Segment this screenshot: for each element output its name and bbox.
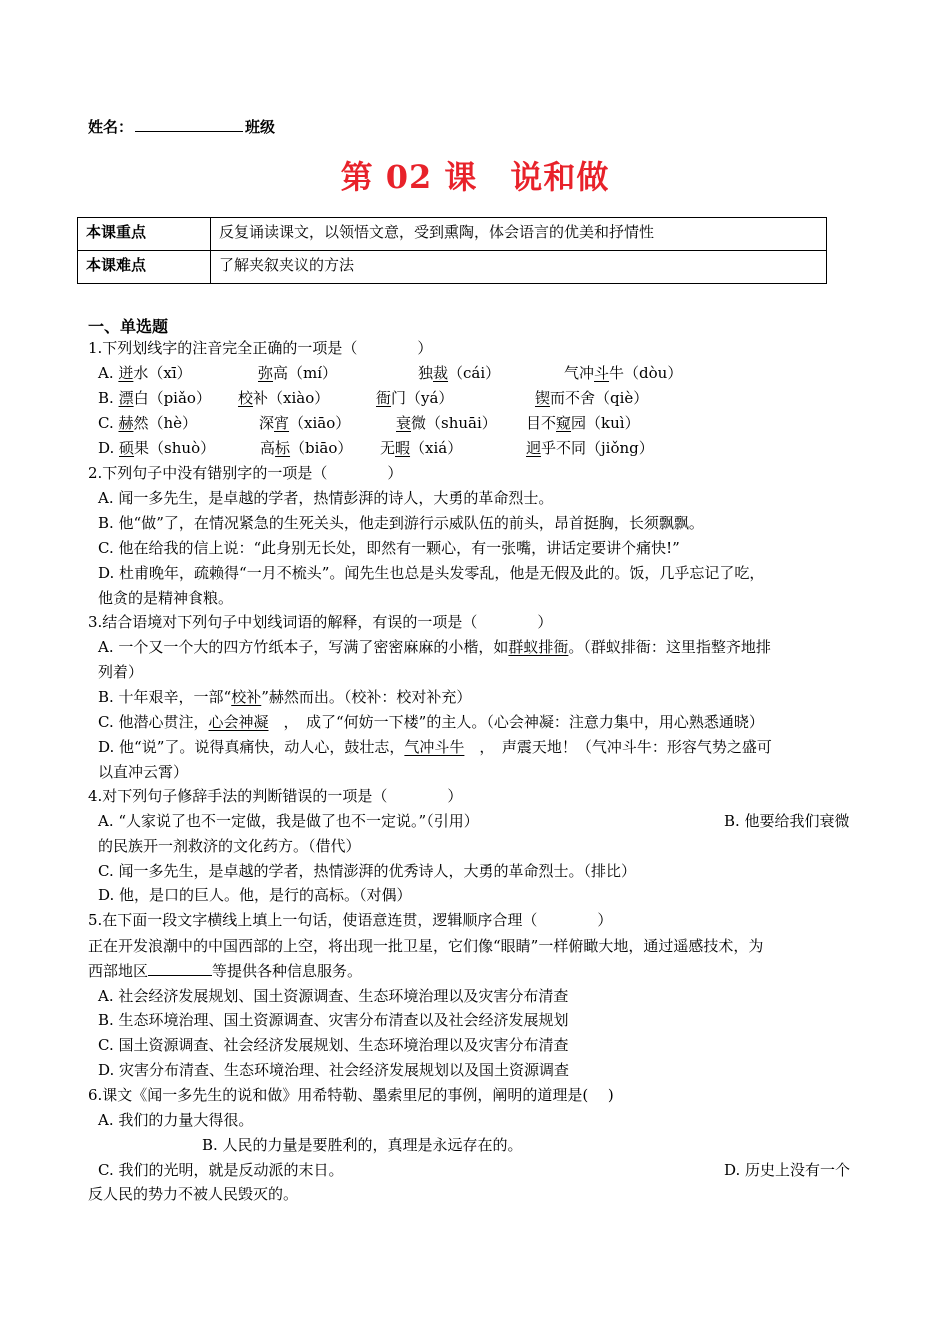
question-4-option-b-cont: 的民族开一剂救济的文化药方。（借代） xyxy=(98,837,361,855)
underlined-char: 衙 xyxy=(376,389,392,407)
question-5-passage-line1: 正在开发浪潮中的中国西部的上空，将出现一批卫星，它们像“眼睛”一样俯瞰大地，通过遥感技术，为 xyxy=(88,937,764,955)
option-text: 高 xyxy=(260,439,276,457)
fill-blank[interactable] xyxy=(148,961,212,976)
option-text: ， 声震天地！（气冲斗牛：形容气势之盛可 xyxy=(464,738,772,756)
option-text: 然（hè） xyxy=(133,414,198,432)
table-row xyxy=(78,218,827,251)
question-5-option-b[interactable]: B. 生态环境治理、国土资源调查、灾害分布清查以及社会经济发展规划 xyxy=(98,1011,569,1029)
underlined-char: 衰 xyxy=(396,414,412,432)
question-1-option-d[interactable] xyxy=(98,438,858,458)
option-text: 独 xyxy=(418,364,434,382)
question-2-option-d-cont: 他贪的是精神食粮。 xyxy=(98,589,234,607)
option-text: 高（mí） xyxy=(273,364,338,382)
option-text: A. 一个又一个大的四方竹纸本子，写满了密密麻麻的小楷，如 xyxy=(98,638,509,656)
option-text: D. 他“说”了。说得真痛快，动人心，鼓壮志， xyxy=(98,738,405,756)
option-text: （xiāo） xyxy=(289,414,351,432)
question-6-option-d[interactable]: D. 历史上没有一个 xyxy=(724,1161,851,1179)
option-text: 门（yá） xyxy=(391,389,454,407)
underlined-char: 裁 xyxy=(433,364,449,382)
passage-text: 西部地区 xyxy=(88,962,149,980)
option-text: （biāo） xyxy=(290,439,353,457)
question-4-option-a[interactable]: A. “人家说了也不一定做，我是做了也不一定说。”（引用） xyxy=(98,812,479,830)
option-text: 而不舍（qiè） xyxy=(550,389,649,407)
option-text: ”赫然而出。（校补：校对补充） xyxy=(261,688,472,706)
question-1-option-a[interactable] xyxy=(98,363,858,383)
question-5-stem: 5.在下面一段文字横线上填上一句话，使语意连贯，逻辑顺序合理（ ） xyxy=(88,911,613,929)
question-2-stem: 2.下列句子中没有错别字的一项是（ ） xyxy=(88,464,403,482)
name-class-line xyxy=(88,116,275,137)
question-3-option-d-cont: 以直冲云霄） xyxy=(98,763,189,781)
underlined-char: 锲 xyxy=(535,389,551,407)
underlined-char: 窥 xyxy=(556,414,572,432)
question-5-option-c[interactable]: C. 国土资源调查、社会经济发展规划、生态环境治理以及灾害分布清查 xyxy=(98,1036,569,1054)
question-3-option-b[interactable] xyxy=(98,687,471,707)
lesson-info-table xyxy=(77,217,827,284)
underlined-char: 漂 xyxy=(118,389,134,407)
table-value: 了解夹叙夹议的方法 xyxy=(211,251,827,284)
option-text: 微（shuāi） xyxy=(411,414,497,432)
option-text: ， 成了“何妨一下楼”的主人。（心会神凝：注意力集中，用心熟悉通晓） xyxy=(268,713,764,731)
option-text: 乎不同（jiǒng） xyxy=(541,439,654,457)
question-2-option-c[interactable]: C. 他在给我的信上说：“此身别无长处，即然有一颗心，有一张嘴，讲话定要讲个痛快!” xyxy=(98,539,680,557)
option-text: 果（shuò） xyxy=(134,439,216,457)
question-5-passage-line2 xyxy=(88,961,362,981)
option-text: 气冲 xyxy=(564,364,595,382)
table-key: 本课难点 xyxy=(78,251,211,284)
underlined-char: 弥 xyxy=(258,364,274,382)
option-letter: C. xyxy=(98,414,119,432)
question-4-stem: 4.对下列句子修辞手法的判断错误的一项是（ ） xyxy=(88,787,463,805)
question-1-option-c[interactable] xyxy=(98,413,858,433)
option-letter: D. xyxy=(98,439,120,457)
question-3-option-a[interactable] xyxy=(98,637,771,657)
table-key: 本课重点 xyxy=(78,218,211,251)
option-text: 目不 xyxy=(526,414,557,432)
option-text: 无 xyxy=(380,439,396,457)
underlined-char: 硕 xyxy=(119,439,135,457)
option-text: （xiá） xyxy=(410,439,463,457)
question-5-option-a[interactable]: A. 社会经济发展规划、国土资源调查、生态环境治理以及灾害分布清查 xyxy=(98,987,569,1005)
option-text: 牛（dòu） xyxy=(609,364,683,382)
underlined-char: 宵 xyxy=(274,414,290,432)
table-value: 反复诵读课文，以领悟文意，受到熏陶，体会语言的优美和抒情性 xyxy=(211,218,827,251)
question-6-option-d-cont: 反人民的势力不被人民毁灭的。 xyxy=(88,1185,299,1203)
question-6-option-a[interactable]: A. 我们的力量大得很。 xyxy=(98,1111,254,1129)
question-6-stem: 6.课文《闻一多先生的说和做》用希特勒、墨索里尼的事例，阐明的道理是( ) xyxy=(88,1086,614,1104)
question-6-option-b[interactable]: B. 人民的力量是要胜利的，真理是永远存在的。 xyxy=(202,1136,523,1154)
underlined-char: 迸 xyxy=(118,364,134,382)
underlined-char: 校 xyxy=(238,389,254,407)
option-text: B. 十年艰辛，一部“ xyxy=(98,688,232,706)
section-title: 一、单选题 xyxy=(88,317,169,336)
name-label: 姓名： xyxy=(88,118,134,136)
option-text: C. 他潜心贯注， xyxy=(98,713,209,731)
underlined-char: 斗 xyxy=(594,364,610,382)
question-4-option-c[interactable]: C. 闻一多先生，是卓越的学者，热情澎湃的优秀诗人，大勇的革命烈士。（排比） xyxy=(98,862,636,880)
question-6-option-c[interactable]: C. 我们的光明，就是反动派的末日。 xyxy=(98,1161,344,1179)
table-row xyxy=(78,251,827,284)
underlined-word: 心会神凝 xyxy=(208,713,269,731)
question-2-option-a[interactable]: A. 闻一多先生，是卓越的学者，热情彭湃的诗人，大勇的革命烈士。 xyxy=(98,489,554,507)
option-letter: A. xyxy=(98,364,119,382)
question-3-stem: 3.结合语境对下列句子中划线词语的解释，有误的一项是（ ） xyxy=(88,613,553,631)
name-blank[interactable] xyxy=(135,117,243,132)
question-2-option-b[interactable]: B. 他“做”了，在情况紧急的生死关头，他走到游行示威队伍的前头，昂首挺胸，长须飘飘。 xyxy=(98,514,704,532)
underlined-word: 群蚁排衙 xyxy=(508,638,569,656)
class-label: 班级 xyxy=(245,118,276,136)
option-text: 白（piǎo） xyxy=(133,389,211,407)
option-text: 。（群蚁排衙：这里指整齐地排 xyxy=(568,638,771,656)
question-3-option-d[interactable] xyxy=(98,737,772,757)
question-1-stem: 1.下列划线字的注音完全正确的一项是（ ） xyxy=(88,339,433,357)
question-4-option-b[interactable]: B. 他要给我们衰微 xyxy=(724,812,850,830)
page-title: 第 02 课 说和做 xyxy=(340,158,610,196)
question-2-option-d[interactable]: D. 杜甫晚年，疏赖得“一月不梳头”。闻先生也总是头发零乱，他是无假及此的。饭，几乎忘记了吃， xyxy=(98,564,765,582)
option-text: 深 xyxy=(259,414,275,432)
underlined-char: 标 xyxy=(275,439,291,457)
option-text: 水（xī） xyxy=(133,364,192,382)
question-3-option-a-cont: 列着） xyxy=(98,663,144,681)
option-text: （cái） xyxy=(448,364,501,382)
question-1-option-b[interactable] xyxy=(98,388,858,408)
underlined-word: 气冲斗牛 xyxy=(404,738,465,756)
passage-text: 等提供各种信息服务。 xyxy=(212,962,363,980)
underlined-char: 赫 xyxy=(118,414,134,432)
option-text: 补（xiào） xyxy=(253,389,330,407)
option-letter: B. xyxy=(98,389,119,407)
question-4-option-d[interactable]: D. 他，是口的巨人。他，是行的高标。（对偶） xyxy=(98,886,412,904)
underlined-char: 迥 xyxy=(526,439,542,457)
question-5-option-d[interactable]: D. 灾害分布清查、生态环境治理、社会经济发展规划以及国土资源调查 xyxy=(98,1061,570,1079)
option-text: 园（kuì） xyxy=(571,414,640,432)
underlined-char: 暇 xyxy=(395,439,411,457)
underlined-word: 校补 xyxy=(231,688,262,706)
question-3-option-c[interactable] xyxy=(98,712,764,732)
